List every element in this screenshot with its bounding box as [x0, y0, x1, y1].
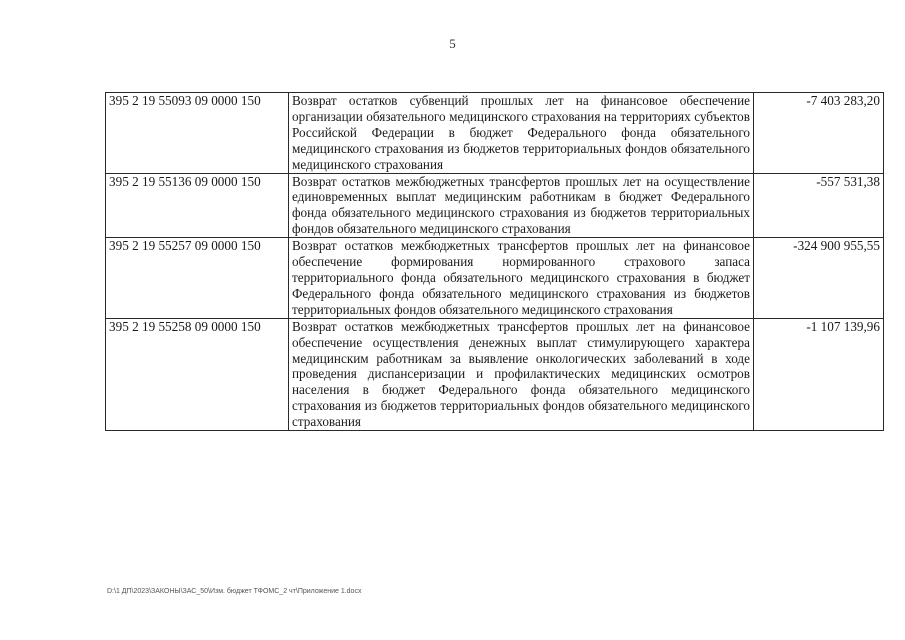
table-row: [106, 173, 884, 238]
budget-code-cell: 395 2 19 55258 09 0000 150: [106, 318, 289, 430]
budget-code-cell: 395 2 19 55257 09 0000 150: [106, 238, 289, 319]
document-file-path: D:\1 ДП\2023\ЗАКОНЫ\ЗАС_50\Изм. бюджет ТФОМС_2 чт\Приложение 1.docx: [107, 588, 362, 595]
description-cell: Возврат остатков субвенций прошлых лет на финансовое обеспечение организации обязательного медицинского страхования на территориях субъектов Российской Федерации в бюджет Федерального фонда обязательного медицинского страхования из бюджетов территориальных фондов обязательного медицинского страхования: [289, 93, 754, 174]
table-row: [106, 238, 884, 319]
amount-cell: -557 531,38: [754, 173, 884, 238]
description-cell: Возврат остатков межбюджетных трансфертов прошлых лет на финансовое обеспечение осуществления денежных выплат стимулирующего характера медицинским работникам за выявление онкологических заболеваний в ходе проведения диспансеризации и профилактических медицинских осмотров населения в бюджет Федерального фонда обязательного медицинского страхования из бюджетов территориальных фондов обязательного медицинского страхования: [289, 318, 754, 430]
table-row: [106, 318, 884, 430]
page-number: 5: [449, 36, 456, 51]
table-row: [106, 93, 884, 174]
description-cell: Возврат остатков межбюджетных трансфертов прошлых лет на финансовое обеспечение формирования нормированного страхового запаса территориального фонда обязательного медицинского страхования в бюджет Федерального фонда обязательного медицинского страхования из бюджетов территориальных фондов обязательного медицинского страхования: [289, 238, 754, 319]
budget-code-cell: 395 2 19 55136 09 0000 150: [106, 173, 289, 238]
budget-code-cell: 395 2 19 55093 09 0000 150: [106, 93, 289, 174]
description-cell: Возврат остатков межбюджетных трансфертов прошлых лет на осуществление единовременных выплат медицинским работникам в бюджет Федерального фонда обязательного медицинского страхования из бюджетов территориальных фондов обязательного медицинского страхования: [289, 173, 754, 238]
budget-table: [105, 92, 884, 431]
amount-cell: -324 900 955,55: [754, 238, 884, 319]
amount-cell: -1 107 139,96: [754, 318, 884, 430]
amount-cell: -7 403 283,20: [754, 93, 884, 174]
